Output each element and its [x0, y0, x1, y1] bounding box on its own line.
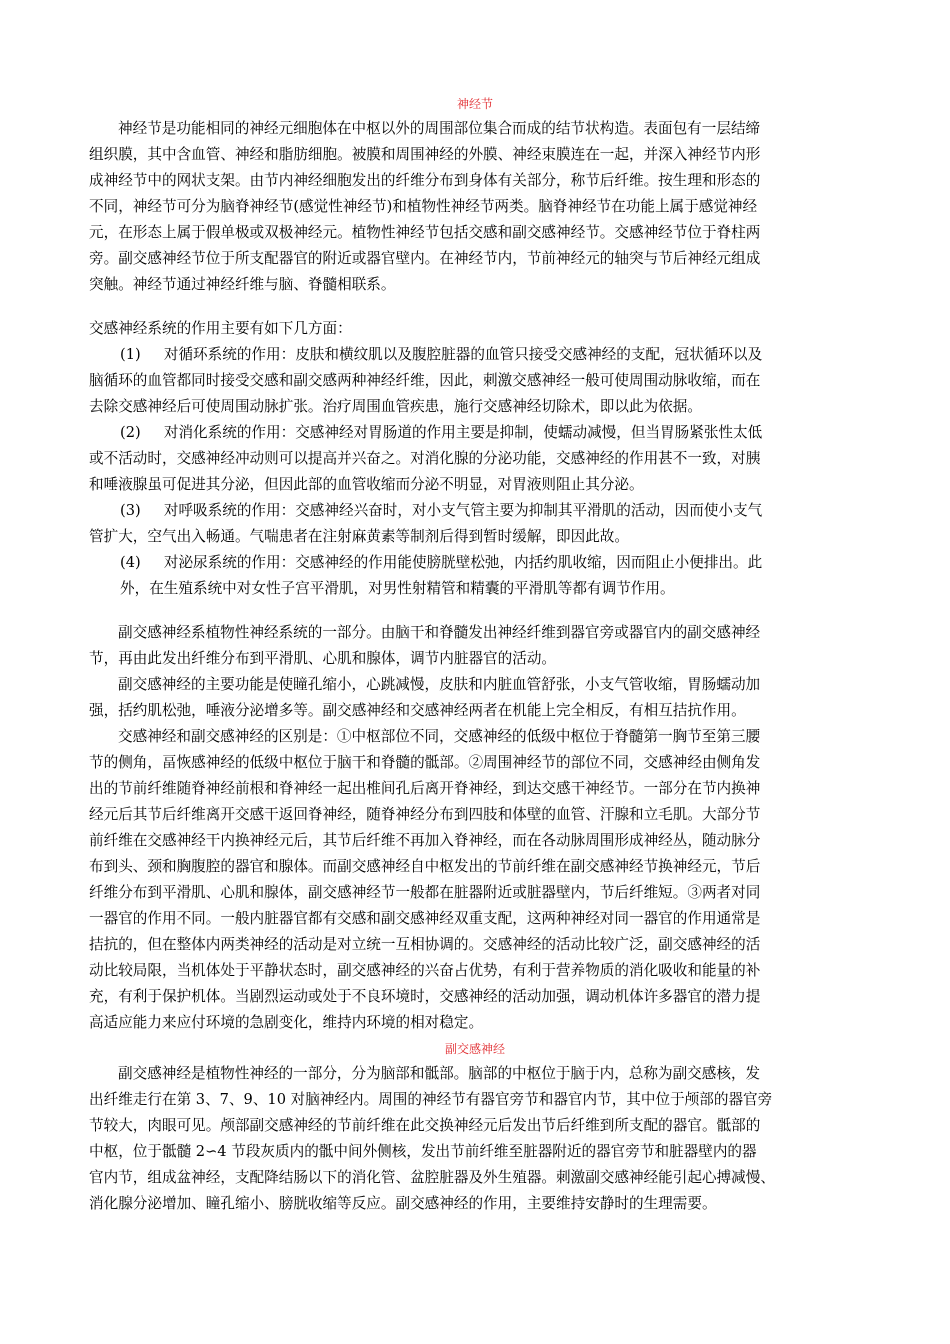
paragraph-line: 管扩大，空气出入畅通。气喘患者在注射麻黄素等制剂后得到暂时缓解，即因此故。 — [89, 528, 629, 545]
paragraph-line: 和唾液腺虽可促进其分泌，但因此部的血管收缩而分泌不明显，对胃液则阻止其分泌。 — [89, 476, 644, 493]
heading-ganglion: 神经节 — [456, 97, 493, 111]
paragraph-line: 旁。副交感神经节位于所支配器官的附近或器官壁内。在神经节内，节前神经元的轴突与节后神经元组成 — [89, 250, 761, 267]
paragraph-line: 或不活动时，交感神经冲动则可以提高并兴奋之。对消化腺的分泌功能，交感神经的作用甚不一致，对胰 — [89, 450, 761, 467]
paragraph-line: 出的节前纤维随脊神经前根和脊神经一起出椎间孔后离开脊神经，到达交感干神经节。一部分在节内换神 — [89, 780, 761, 797]
paragraph-line: 节较大，肉眼可见。颅部副交感神经的节前纤维在此交换神经元后发出节后纤维到所支配的器官。骶部的 — [89, 1117, 761, 1134]
paragraph-line: 出纤维走行在第 3、7、9、10 对脑神经内。周围的神经节有器官旁节和器官内节，其中位于颅部的器官旁 — [89, 1091, 773, 1108]
paragraph-line: 一器官的作用不同。一般内脏器官都有交感和副交感神经双重支配，这两种神经对同一器官的作用通常是 — [89, 910, 761, 927]
paragraph-line: 高适应能力来应付环境的急剧变化，维持内环境的相对稳定。 — [89, 1014, 484, 1031]
list-item-line: (2) 对消化系统的作用：交感神经对胃肠道的作用主要是抑制，使蠕动减慢，但当胃肠紧张性太低 — [120, 424, 763, 441]
paragraph-line: 不同，神经节可分为脑脊神经节(感觉性神经节)和植物性神经节两类。脑脊神经节在功能上属于感觉神经 — [89, 198, 758, 215]
paragraph-line: 交感神经和副交感神经的区别是：①中枢部位不同，交感神经的低级中枢位于脊髓第一胸节至第三腰 — [118, 728, 761, 745]
paragraph-line: 纤维分布到平滑肌、心肌和腺体，副交感神经节一般都在脏器附近或脏器壁内，节后纤维短。③两者对同 — [89, 884, 761, 901]
paragraph-line: 副交感神经是植物性神经的一部分，分为脑部和骶部。脑部的中枢位于脑于内，总称为副交感核，发 — [118, 1065, 761, 1082]
paragraph-line: 消化腺分泌增加、瞳孔缩小、膀胱收缩等反应。副交感神经的作用，主要维持安静时的生理需要。 — [89, 1195, 717, 1212]
paragraph-line: 突触。神经节通过神经纤维与脑、脊髓相联系。 — [89, 276, 396, 293]
paragraph-line: 副交感神经系植物性神经系统的一部分。由脑干和脊髓发出神经纤维到器官旁或器官内的副交感神经 — [118, 624, 761, 641]
list-item-line: (1) 对循环系统的作用：皮肤和横纹肌以及腹腔脏器的血管只接受交感神经的支配，冠状循环以及 — [120, 346, 763, 363]
paragraph-line: 组织膜，其中含血管、神经和脂肪细胞。被膜和周围神经的外膜、神经束膜连在一起，并深入神经节内形 — [89, 146, 761, 163]
paragraph-line: 去除交感神经后可使周围动脉扩张。治疗周围血管疾患，施行交感神经切除术，即以此为依据。 — [89, 398, 702, 415]
paragraph-line: 外，在生殖系统中对女性子宫平滑肌，对男性射精管和精囊的平滑肌等都有调节作用。 — [120, 580, 675, 597]
paragraph-line: 经元后其节后纤维离开交感干返回脊神经，随脊神经分布到四肢和体壁的血管、汗腺和立毛肌。大部分节 — [89, 806, 761, 823]
paragraph-line: 副交感神经的主要功能是使瞳孔缩小，心跳减慢，皮肤和内脏血管舒张，小支气管收缩，胃肠蠕动加 — [118, 676, 761, 693]
paragraph-line: 强，括约肌松弛，唾液分泌增多等。副交感神经和交感神经两者在机能上完全相反，有相互拮抗作用。 — [89, 702, 746, 719]
paragraph-line: 节的侧角，畐恢感神经的低级中枢位于脑干和脊髓的骶部。②周围神经节的部位不同，交感神经由侧角发 — [89, 754, 761, 771]
paragraph-line: 成神经节中的网状支架。由节内神经细胞发出的纤维分布到身体有关部分，称节后纤维。按生理和形态的 — [89, 172, 761, 189]
paragraph-line: 动比较局限，当机体处于平静状态时，副交感神经的兴奋占优势，有利于营养物质的消化吸收和能量的补 — [89, 962, 761, 979]
paragraph-line: 充，有利于保护机体。当剧烈运动或处于不良环境时，交感神经的活动加强，调动机体许多器官的潜力提 — [89, 988, 761, 1005]
list-item-line: (4) 对泌尿系统的作用：交感神经的作用能使膀胱壁松弛，内括约肌收缩，因而阻止小便排出。此 — [120, 554, 763, 571]
paragraph-line: 布到头、颈和胸腹腔的器官和腺体。而副交感神经自中枢发出的节前纤维在副交感神经节换神经元，节后 — [89, 858, 761, 875]
heading-parasympathetic: 副交感神经 — [444, 1042, 505, 1056]
paragraph-line: 前纤维在交感神经干内换神经元后，其节后纤维不再加入脊神经，而在各动脉周围形成神经丛，随动脉分 — [89, 832, 761, 849]
paragraph-line: 神经节是功能相同的神经元细胞体在中枢以外的周围部位集合而成的结节状构造。表面包有一层结缔 — [118, 120, 761, 137]
paragraph-line: 中枢，位于骶髓 2∽4 节段灰质内的骶中间外侧核，发出节前纤维至脏器附近的器官旁节和脏器壁内的器 — [89, 1143, 757, 1160]
paragraph-line: 脑循环的血管都同时接受交感和副交感两种神经纤维，因此，刺激交感神经一般可使周围动脉收缩，而在 — [89, 372, 761, 389]
paragraph-line: 官内节，组成盆神经，支配降结肠以下的消化管、盆腔脏器及外生殖器。刺激副交感神经能引起心搏减慢、 — [89, 1169, 775, 1186]
paragraph-line: 元，在形态上属于假单极或双极神经元。植物性神经节包括交感和副交感神经节。交感神经节位于脊柱两 — [89, 224, 761, 241]
paragraph-line: 节，再由此发出纤维分布到平滑肌、心肌和腺体，调节内脏器官的活动。 — [89, 650, 557, 667]
list-item-line: (3) 对呼吸系统的作用：交感神经兴奋时，对小支气管主要为抑制其平滑肌的活动，因而使小支气 — [120, 502, 763, 519]
paragraph-line: 拮抗的，但在整体内两类神经的活动是对立统一互相协调的。交感神经的活动比较广泛，副交感神经的活 — [89, 936, 761, 953]
section-intro: 交感神经系统的作用主要有如下几方面： — [89, 320, 352, 337]
